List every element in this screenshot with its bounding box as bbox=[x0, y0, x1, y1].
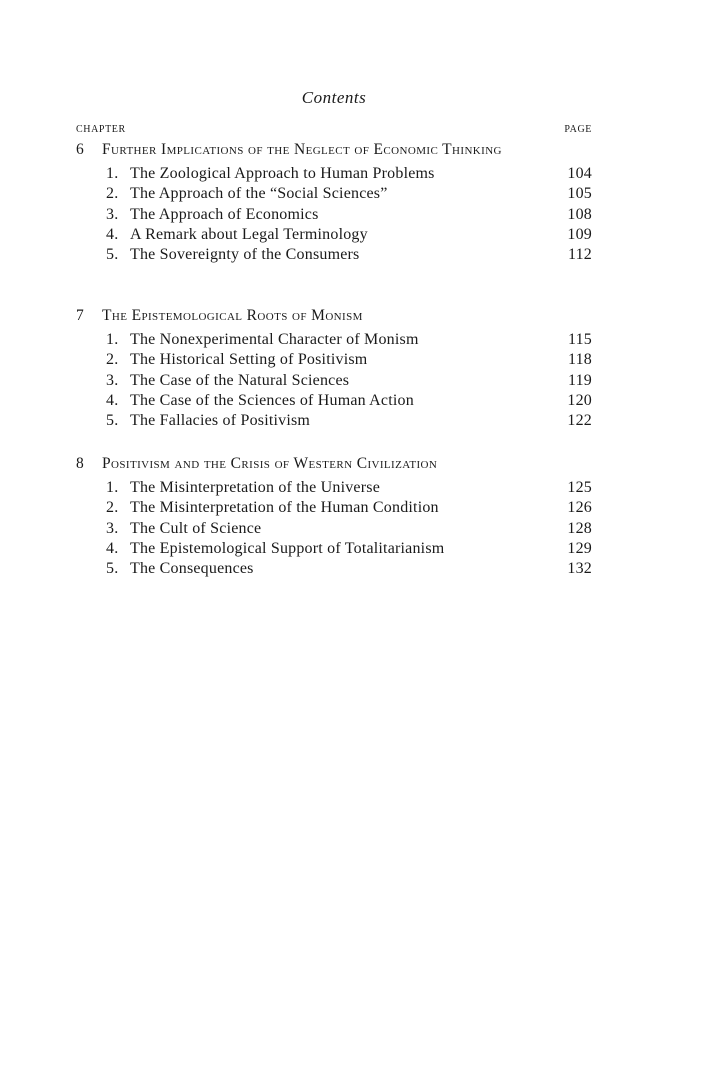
chapter-heading bbox=[76, 140, 596, 160]
page-number: 120 bbox=[567, 391, 592, 409]
chapter-title: Positivism and the Crisis of Western Civilization bbox=[102, 455, 438, 472]
toc-entry[interactable] bbox=[76, 478, 596, 498]
section-number: 5. bbox=[106, 560, 119, 578]
section-title: The Sovereignty of the Consumers bbox=[130, 246, 360, 264]
section-number: 1. bbox=[106, 479, 119, 496]
section-number: 2. bbox=[106, 499, 119, 517]
toc-entry[interactable] bbox=[76, 539, 596, 559]
chapter-number: 7 bbox=[76, 307, 85, 324]
page-number: 119 bbox=[567, 371, 592, 389]
toc-entry[interactable] bbox=[76, 371, 596, 391]
toc-entry[interactable] bbox=[76, 330, 596, 350]
section-list bbox=[76, 330, 596, 431]
section-title: The Approach of Economics bbox=[130, 205, 319, 223]
page-number: 132 bbox=[567, 560, 592, 578]
section-list bbox=[76, 164, 596, 265]
chapter-column-header: CHAPTER bbox=[76, 124, 126, 135]
page-column-header: PAGE bbox=[564, 124, 592, 135]
section-title: The Misinterpretation of the Universe bbox=[130, 479, 380, 496]
toc-entry[interactable] bbox=[76, 225, 596, 245]
chapter-number: 6 bbox=[76, 141, 85, 158]
toc-entry[interactable] bbox=[76, 519, 596, 539]
page-number: 105 bbox=[567, 185, 592, 203]
section-number: 4. bbox=[106, 539, 119, 557]
toc-entry[interactable] bbox=[76, 391, 596, 411]
section-number: 5. bbox=[106, 246, 119, 264]
page-number: 109 bbox=[567, 225, 592, 243]
section-title: The Consequences bbox=[130, 560, 254, 578]
section-title: The Cult of Science bbox=[130, 519, 262, 537]
chapter-title: Further Implications of the Neglect of Economic Thinking bbox=[102, 141, 502, 158]
page-title: Contents bbox=[301, 88, 367, 107]
section-title: The Case of the Natural Sciences bbox=[130, 371, 350, 389]
chapter-title: The Epistemological Roots of Monism bbox=[102, 307, 363, 324]
chapter-number: 8 bbox=[76, 455, 85, 472]
page-number: 112 bbox=[567, 246, 592, 264]
section-number: 5. bbox=[106, 412, 119, 430]
chapter-heading bbox=[76, 454, 596, 474]
toc-entry[interactable] bbox=[76, 498, 596, 518]
chapter-7 bbox=[76, 306, 596, 431]
toc-entry[interactable] bbox=[76, 164, 596, 184]
section-title: The Case of the Sciences of Human Action bbox=[130, 391, 414, 409]
chapter-8 bbox=[76, 454, 596, 579]
section-title: The Nonexperimental Character of Monism bbox=[130, 331, 419, 348]
page-number: 122 bbox=[567, 412, 592, 430]
page-number: 118 bbox=[567, 351, 592, 369]
toc-entry[interactable] bbox=[76, 350, 596, 370]
chapter-6 bbox=[76, 140, 596, 265]
toc-entry[interactable] bbox=[76, 559, 596, 579]
page-number: 104 bbox=[567, 165, 592, 182]
section-number: 2. bbox=[106, 185, 119, 203]
section-number: 3. bbox=[106, 371, 119, 389]
toc-entry[interactable] bbox=[76, 205, 596, 225]
page-number: 125 bbox=[567, 479, 592, 496]
section-number: 4. bbox=[106, 391, 119, 409]
page-number: 128 bbox=[567, 519, 592, 537]
section-number: 3. bbox=[106, 519, 119, 537]
section-list bbox=[76, 478, 596, 579]
section-title: The Approach of the “Social Sciences” bbox=[130, 185, 388, 203]
section-number: 1. bbox=[106, 331, 119, 348]
page-number: 126 bbox=[567, 499, 592, 517]
section-number: 1. bbox=[106, 165, 119, 182]
section-title: The Misinterpretation of the Human Condition bbox=[130, 499, 439, 517]
page-number: 108 bbox=[567, 205, 592, 223]
section-title: The Epistemological Support of Totalitarianism bbox=[130, 539, 445, 557]
section-title: The Fallacies of Positivism bbox=[130, 412, 311, 430]
toc-entry[interactable] bbox=[76, 411, 596, 431]
chapter-heading bbox=[76, 306, 596, 326]
page-number: 129 bbox=[567, 539, 592, 557]
section-number: 4. bbox=[106, 225, 119, 243]
section-title: The Zoological Approach to Human Problems bbox=[130, 165, 435, 182]
section-number: 3. bbox=[106, 205, 119, 223]
toc-entry[interactable] bbox=[76, 184, 596, 204]
toc-entry[interactable] bbox=[76, 245, 596, 265]
page-number: 115 bbox=[567, 331, 592, 348]
section-title: A Remark about Legal Terminology bbox=[130, 225, 368, 243]
section-title: The Historical Setting of Positivism bbox=[130, 351, 368, 369]
section-number: 2. bbox=[106, 351, 119, 369]
